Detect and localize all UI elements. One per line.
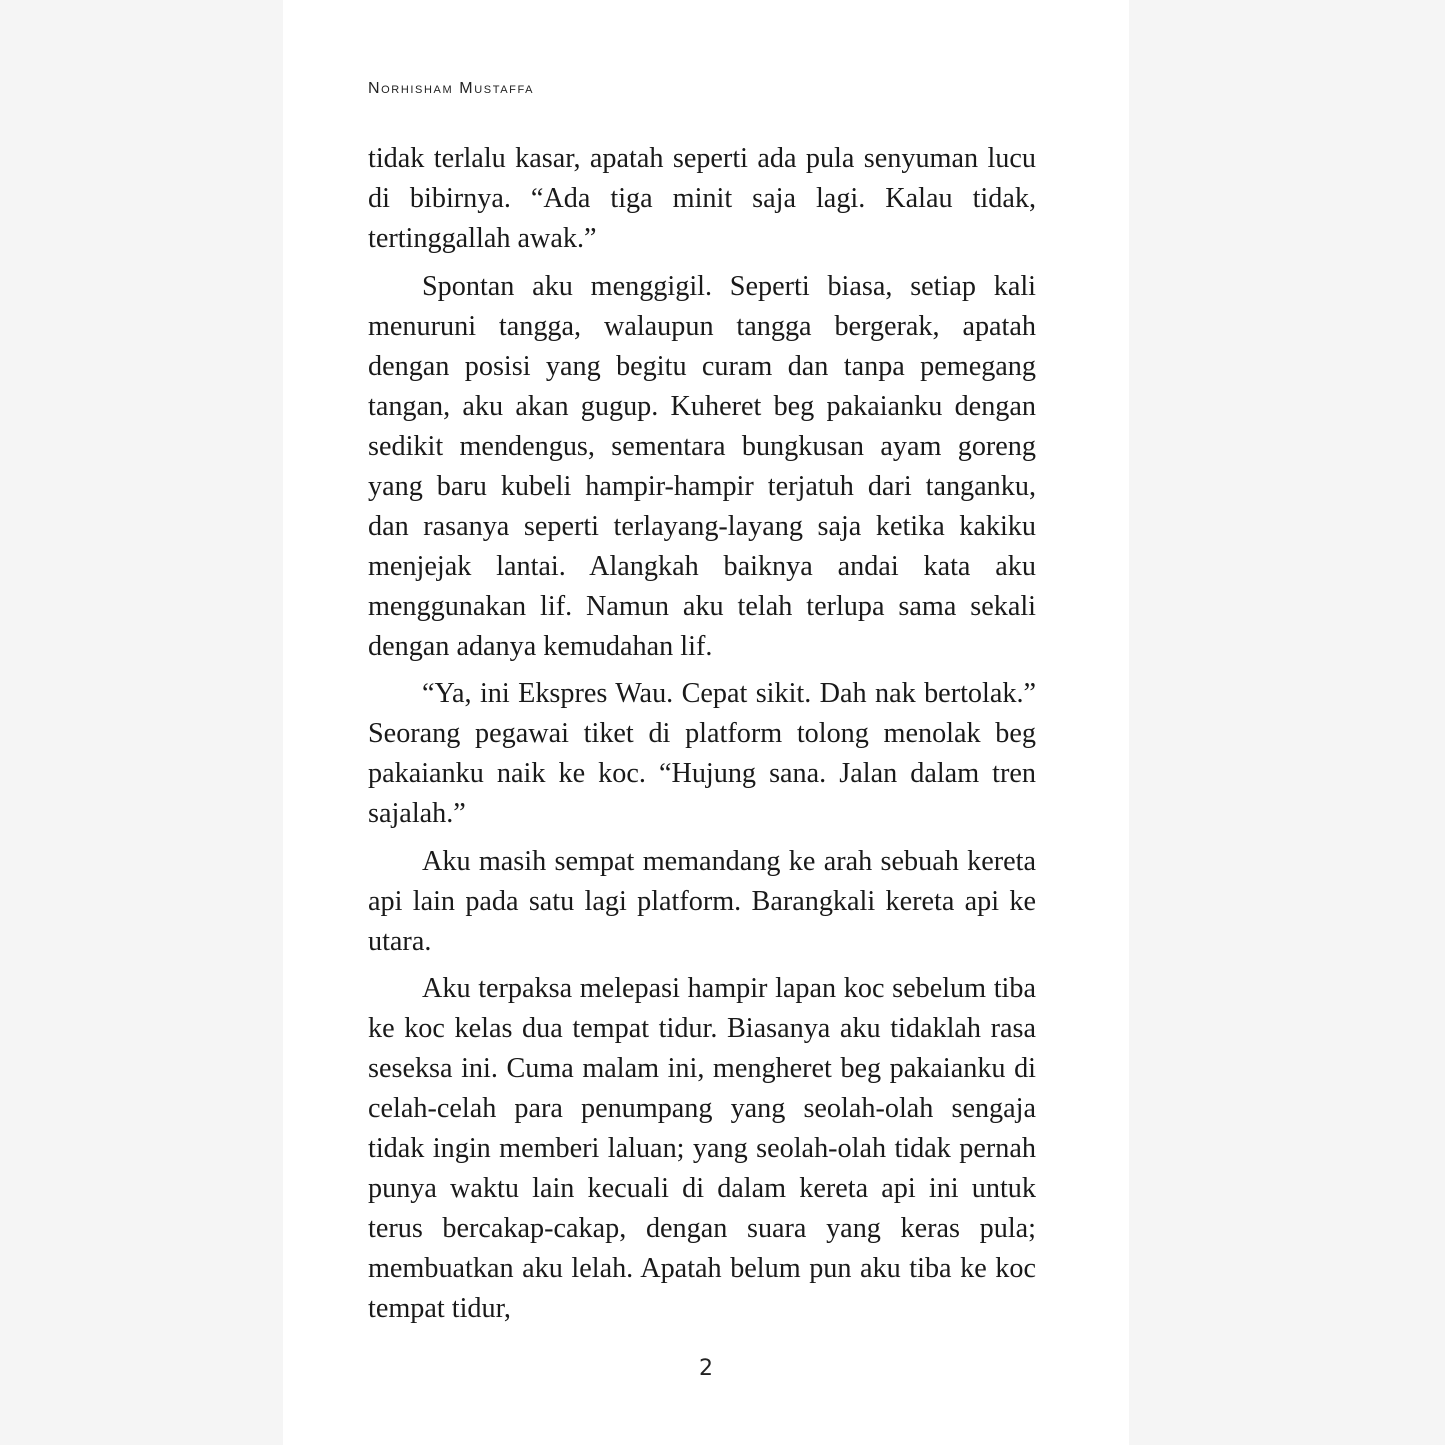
paragraph-2: Spontan aku menggigil. Seperti biasa, setiap kali menuruni tangga, walaupun tangga bergerak, apatah dengan posisi yang begitu curam dan tanpa pemegang tangan, aku akan gugup. Kuheret beg pakaianku dengan sedikit mendengus, sementara bungkusan ayam goreng yang baru kubeli hampir-hampir terjatuh dari tanganku, dan rasanya seperti terlayang-layang saja ketika kakiku menjejak lantai. Alangkah baiknya andai kata aku menggunakan lif. Namun aku telah terlupa sama sekali dengan adanya kemudahan lif. [368, 270, 1036, 662]
book-page [283, 0, 1129, 1445]
body-text [368, 139, 1036, 1337]
paragraph-5: Aku terpaksa melepasi hampir lapan koc sebelum tiba ke koc kelas dua tempat tidur. Biasanya aku tidaklah rasa seseksa ini. Cuma malam ini, mengheret beg pakaianku di celah-celah para penumpang yang seolah-olah sengaja tidak ingin memberi laluan; yang seolah-olah tidak pernah punya waktu lain kecuali di dalam kereta api ini untuk terus bercakap-cakap, dengan suara yang keras pula; membuatkan aku lelah. Apatah belum pun aku tiba ke koc tempat tidur, [368, 973, 1036, 1324]
paragraph-1: tidak terlalu kasar, apatah seperti ada pula senyuman lucu di bibirnya. “Ada tiga minit saja lagi. Kalau tidak, tertinggallah awak.” [368, 143, 1036, 254]
running-head-author: Norhisham Mustaffa [368, 80, 535, 97]
paragraph-3: “Ya, ini Ekspres Wau. Cepat sikit. Dah nak bertolak.” Seorang pegawai tiket di platform tolong menolak beg pakaianku naik ke koc. “Hujung sana. Jalan dalam tren sajalah.” [368, 678, 1036, 829]
page-number: 2 [699, 1356, 713, 1381]
paragraph-4: Aku masih sempat memandang ke arah sebuah kereta api lain pada satu lagi platform. Barangkali kereta api ke utara. [368, 845, 1036, 957]
